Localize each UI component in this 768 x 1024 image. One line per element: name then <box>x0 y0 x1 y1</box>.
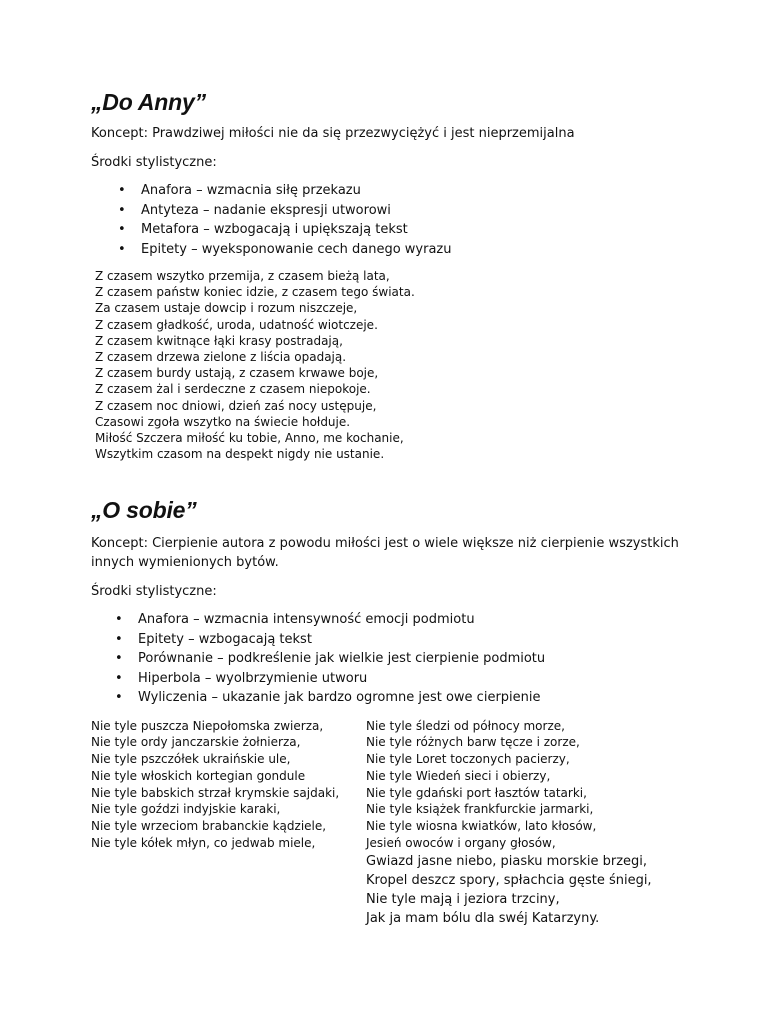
list-item-text: Antyteza – nadanie ekspresji utworowi <box>141 202 391 218</box>
bullet-icon: • <box>115 670 123 686</box>
list-item <box>118 220 711 240</box>
poem-line: Czasowi zgoła wszytko na świecie hołduje. <box>95 414 351 429</box>
poem-line: Nie tyle wrzeciom brabanckie kądziele, <box>91 819 327 834</box>
poem-line: Jak ja mam bólu dla swéj Katarzyny. <box>366 910 600 926</box>
list-item-text: Hiperbola – wyolbrzymienie utworu <box>138 670 368 686</box>
list-item <box>115 610 711 630</box>
list-item-text: Metafora – wzbogacają i upiększają tekst <box>141 222 408 237</box>
list-item-text: Wyliczenia – ukazanie jak bardzo ogromne jest owe cierpienie <box>138 690 541 705</box>
list-item <box>115 669 711 689</box>
bullet-icon: • <box>115 690 123 705</box>
poem-line: Nie tyle śledzi od północy morze, <box>366 718 565 733</box>
poem-right-column <box>366 718 696 928</box>
poem-line: Nie tyle kółek młyn, co jedwab miele, <box>91 836 316 851</box>
list-item <box>115 649 711 669</box>
section-title: „O sobie” <box>91 497 197 523</box>
poem-line: Jesień owoców i organy głosów, <box>366 836 556 851</box>
poem-line: Z czasem kwitnące łąki krasy postradają, <box>95 333 343 348</box>
section-title: „Do Anny” <box>91 89 206 115</box>
section-o-sobie <box>91 494 711 928</box>
concept-text: Koncept: Prawdziwej miłości nie da się przezwyciężyć i jest nieprzemijalna <box>91 126 575 141</box>
bullet-icon: • <box>118 222 126 237</box>
poem-left-column <box>91 718 366 928</box>
poem-line: Wszytkim czasom na despekt nigdy nie ustanie. <box>95 447 385 462</box>
poem-line: Nie tyle mają i jeziora trzciny, <box>366 891 560 907</box>
poem-line: Nie tyle ordy janczarskie żołnierza, <box>91 735 301 750</box>
poem-line: Z czasem gładkość, uroda, udatność wiotczeje. <box>95 317 378 332</box>
poem-line: Nie tyle różnych barw tęcze i zorze, <box>366 735 580 750</box>
poem-line: Nie tyle goździ indyjskie karaki, <box>91 802 281 817</box>
poem-columns <box>91 718 711 928</box>
poem-line: Nie tyle puszcza Niepołomska zwierza, <box>91 718 324 733</box>
bullet-icon: • <box>118 183 126 198</box>
list-item <box>118 240 711 260</box>
bullet-icon: • <box>115 612 123 627</box>
list-item <box>115 688 711 708</box>
bullet-list <box>115 610 711 708</box>
poem-text <box>95 268 711 462</box>
list-item-text: Anafora – wzmacnia intensywność emocji podmiotu <box>138 612 475 627</box>
poem-line: Z czasem żal i serdeczne z czasem niepokoje. <box>95 382 371 397</box>
list-item-text: Epitety – wyeksponowanie cech danego wyrazu <box>141 241 452 257</box>
poem-line: Nie tyle pszczółek ukraińskie ule, <box>91 752 291 767</box>
poem-line: Gwiazd jasne niebo, piasku morskie brzegi, <box>366 853 648 869</box>
poem-line: Z czasem państw koniec idzie, z czasem tego świata. <box>95 285 415 300</box>
poem-line: Nie tyle gdański port łasztów tatarki, <box>366 785 587 800</box>
bullet-icon: • <box>115 651 123 666</box>
poem-line: Z czasem drzewa zielone z liścia opadają. <box>95 350 347 365</box>
list-item <box>118 181 711 201</box>
poem-line: Nie tyle Loret toczonych pacierzy, <box>366 752 570 767</box>
concept-text: Koncept: Cierpienie autora z powodu miłości jest o wiele większe niż cierpienie wszystkich innych wymienionych bytów. <box>91 536 679 570</box>
poem-line: Nie tyle babskich strzał krymskie sajdaki, <box>91 785 340 800</box>
poem-line: Z czasem wszytko przemija, z czasem bieżą lata, <box>95 269 390 283</box>
poem-line: Za czasem ustaje dowcip i rozum niszczeje, <box>95 301 358 316</box>
list-item <box>118 201 711 221</box>
list-item-text: Porównanie – podkreślenie jak wielkie jest cierpienie podmiotu <box>138 651 546 666</box>
bullet-list <box>118 181 711 259</box>
list-item-text: Epitety – wzbogacają tekst <box>138 631 312 647</box>
list-item-text: Anafora – wzmacnia siłę przekazu <box>141 183 361 198</box>
srodki-label: Środki stylistyczne: <box>91 584 217 599</box>
poem-line: Miłość Szczera miłość ku tobie, Anno, me kochanie, <box>95 431 404 446</box>
srodki-label: Środki stylistyczne: <box>91 155 217 170</box>
bullet-icon: • <box>115 631 123 647</box>
poem-line: Nie tyle Wiedeń sieci i obierzy, <box>366 768 551 783</box>
poem-line: Z czasem burdy ustają, z czasem krwawe boje, <box>95 366 379 381</box>
poem-line: Kropel deszcz spory, spłachcia gęste śniegi, <box>366 872 652 888</box>
poem-line: Nie tyle książek frankfurckie jarmarki, <box>366 802 594 817</box>
list-item <box>115 630 711 650</box>
bullet-icon: • <box>118 202 126 218</box>
bullet-icon: • <box>118 241 126 257</box>
poem-line: Nie tyle wiosna kwiatków, lato kłosów, <box>366 819 597 834</box>
poem-line: Z czasem noc dniowi, dzień zaś nocy ustępuje, <box>95 398 377 413</box>
section-do-anny <box>91 86 711 462</box>
poem-line: Nie tyle włoskich kortegian gondule <box>91 768 306 783</box>
